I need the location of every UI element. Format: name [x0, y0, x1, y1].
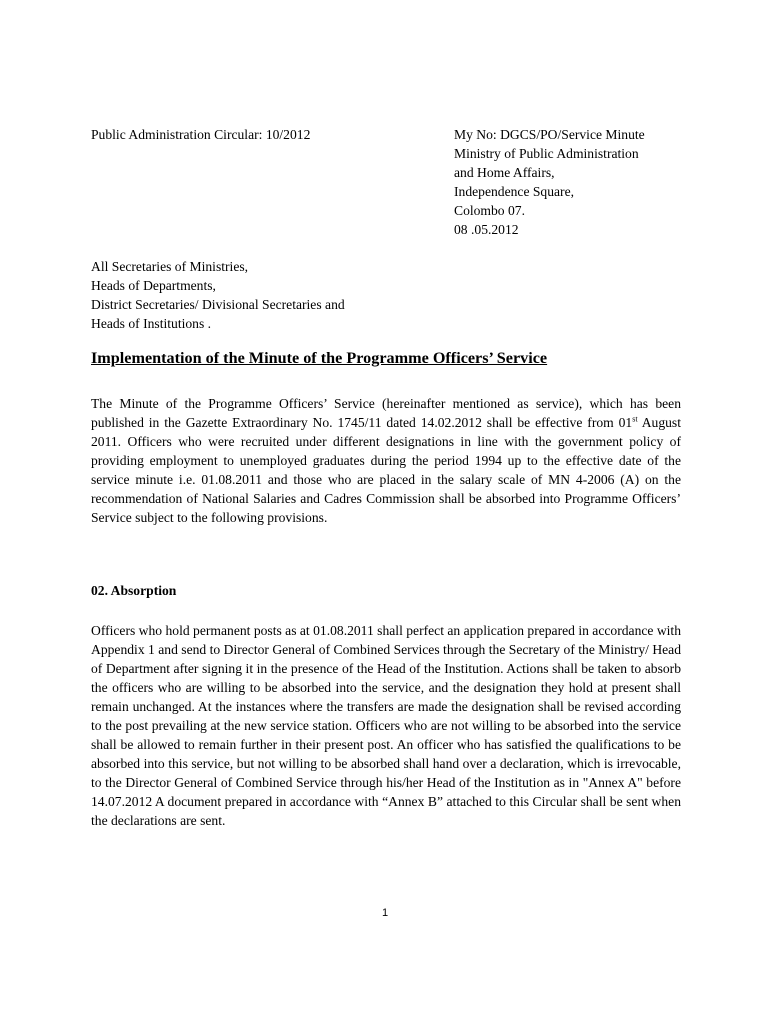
absorption-paragraph: Officers who hold permanent posts as at 01.08.2011 shall perfect an application prepared in accordance with Appendix 1 and send to Director General of Combined Services through the Secretary of the Ministry/ Head of Department after signing it in the presence of the Head of the Institution. Actions shall be taken to absorb the officers who are willing to be absorbed into the service, and the designation they hold at present shall remain unchanged. At the instances where the transfers are made the designation shall be revised according to the post prevailing at the new service station. Officers who are not willing to be absorbed into the service shall be allowed to remain further in their present post. An officer who has satisfied the qualifications to be absorbed into this service, but not willing to be absorbed shall hand over a declaration, which is irrevocable, to the Director General of Combined Service through his/her Head of the Institution as in "Annex A" before 14.07.2012 A document prepared in accordance with “Annex B” attached to this Circular shall be sent when the declarations are sent.: [91, 623, 681, 828]
recipient-line: All Secretaries of Ministries,: [91, 259, 249, 274]
reference-line: Colombo 07.: [454, 203, 525, 218]
document-title: Implementation of the Minute of the Programme Officers’ Service: [91, 349, 548, 367]
recipient-line: District Secretaries/ Divisional Secretaries and: [91, 297, 345, 312]
reference-line: Independence Square,: [454, 184, 575, 199]
circular-number: Public Administration Circular: 10/2012: [91, 127, 311, 142]
page-number: 1: [381, 907, 389, 919]
recipients-block: [91, 257, 345, 333]
recipient-line: Heads of Institutions .: [91, 316, 212, 331]
recipient-line: Heads of Departments,: [91, 278, 216, 293]
reference-line: My No: DGCS/PO/Service Minute: [454, 127, 645, 142]
reference-line: and Home Affairs,: [454, 165, 555, 180]
intro-text-start: The Minute of the Programme Officers’ Service (hereinafter mentioned as service), which has been published in the Gazette Extraordinary No. 1745/11 dated 14.02.2012 shall be effective from 01: [91, 396, 681, 430]
reference-line: Ministry of Public Administration: [454, 146, 639, 161]
intro-text-end: August 2011. Officers who were recruited under different designations in line with the government policy of providing employment to unemployed graduates during the period 1994 up to the effective date of the service minute i.e. 01.08.2011 and those who are placed in the salary scale of MN 4-2006 (A) on the recommendation of National Salaries and Cadres Commission shall be absorbed into Programme Officers’ Service subject to the following provisions.: [91, 415, 681, 525]
ordinal-suffix: st: [632, 414, 638, 424]
reference-address-block: [454, 125, 645, 239]
section-heading: 02. Absorption: [91, 583, 177, 598]
circular-date: 08 .05.2012: [454, 222, 519, 237]
intro-paragraph: [91, 394, 681, 527]
